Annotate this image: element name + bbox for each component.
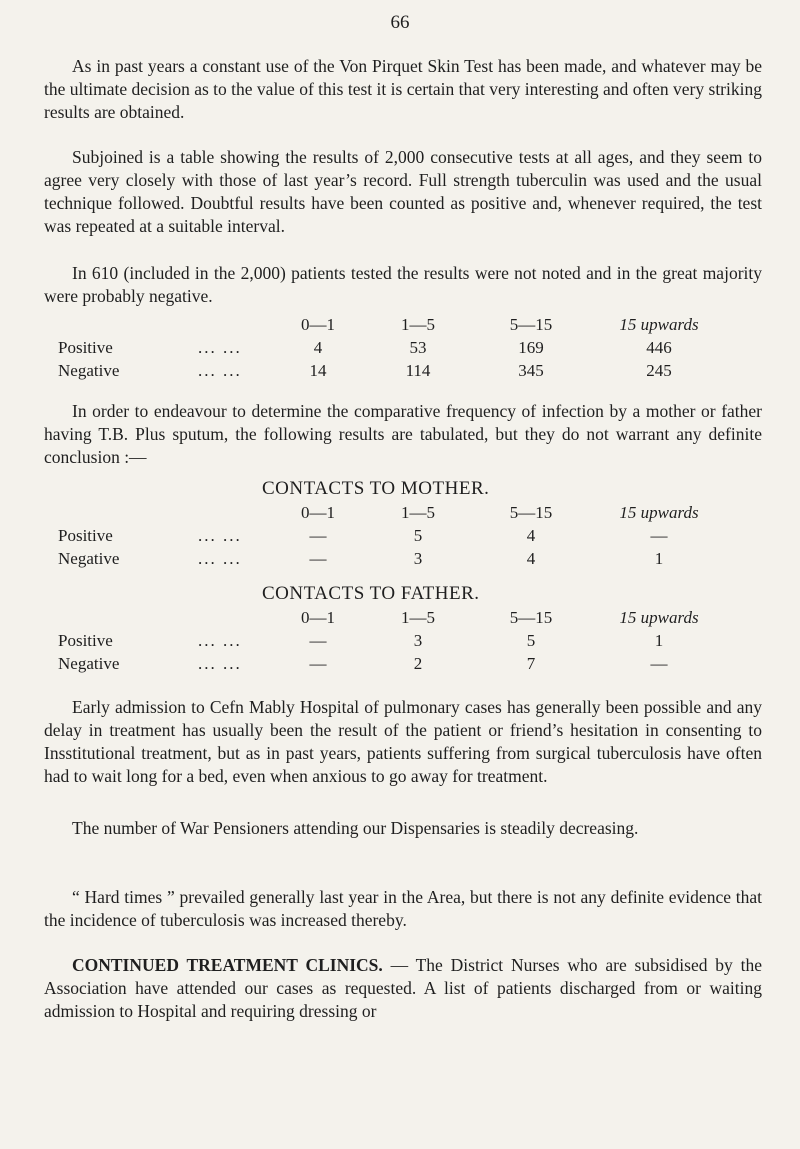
table-cell: 345 bbox=[518, 361, 544, 380]
paragraph-table-intro: Subjoined is a table showing the results of 2,000 consecutive tests at all ages, and they seem to agree very closely with those of last year’s record. Full strength tuberculin was used and the usual technique followed. Doubtful results have been counted as positive and, whenever required, the test was repeated at a suitable interval. bbox=[44, 147, 762, 236]
contacts-mother-table bbox=[58, 503, 758, 573]
header-age-1-5: 1—5 bbox=[401, 315, 435, 334]
paragraph-pirquet-test: As in past years a constant use of the Von Pirquet Skin Test has been made, and whatever may be the ultimate decision as to the value of this test it is certain that very interesting and often very striking results are obtained. bbox=[44, 56, 762, 122]
leader-dots: ... ... bbox=[198, 654, 242, 673]
table-cell: 2 bbox=[413, 654, 423, 673]
continued-treatment-body: — The District Nurses who are subsidised by the Association have attended our cases as requested. A list of patients discharged from or waiting admission to Hospital and requiring dressing or bbox=[44, 955, 762, 1021]
table-cell: 446 bbox=[646, 338, 672, 357]
table-cell: 5 bbox=[413, 526, 423, 545]
table-cell: — bbox=[650, 526, 668, 545]
row-label-positive: Positive bbox=[58, 338, 113, 357]
header-age-1-5: 1—5 bbox=[401, 608, 435, 627]
row-label-positive: Positive bbox=[58, 526, 113, 545]
leader-dots: ... ... bbox=[198, 361, 242, 380]
header-age-15-up: 15 upwards bbox=[619, 503, 699, 522]
header-age-0-1: 0—1 bbox=[301, 608, 335, 627]
paragraph-war-pensioners: The number of War Pensioners attending our Dispensaries is steadily decreasing. bbox=[72, 818, 639, 838]
row-label-negative: Negative bbox=[58, 549, 120, 568]
table-cell: — bbox=[309, 549, 327, 568]
table-title-mother: CONTACTS TO MOTHER. bbox=[262, 478, 490, 499]
table-cell: 5 bbox=[526, 631, 536, 650]
header-age-5-15: 5—15 bbox=[509, 608, 553, 627]
table-cell: 1 bbox=[654, 631, 664, 650]
page-number: 66 bbox=[390, 12, 410, 33]
continued-treatment-heading: CONTINUED TREATMENT CLINICS. bbox=[72, 955, 383, 975]
table-cell: — bbox=[309, 526, 327, 545]
paragraph-hard-times: “ Hard times ” prevailed generally last year in the Area, but there is not any definite evidence that the incidence of tuberculosis was increased thereby. bbox=[44, 887, 762, 930]
header-age-5-15: 5—15 bbox=[509, 315, 553, 334]
table-row bbox=[58, 654, 758, 676]
paragraph-not-noted: In 610 (included in the 2,000) patients tested the results were not noted and in the great majority were probably negative. bbox=[44, 263, 762, 306]
header-age-15-up: 15 upwards bbox=[619, 608, 699, 627]
leader-dots: ... ... bbox=[198, 549, 242, 568]
table-row bbox=[58, 338, 758, 360]
header-age-0-1: 0—1 bbox=[301, 315, 335, 334]
table-row bbox=[58, 361, 758, 383]
paragraph-continued-treatment bbox=[44, 954, 762, 1023]
table-cell: 53 bbox=[409, 338, 427, 357]
table-cell: 114 bbox=[405, 361, 431, 380]
paragraph-early-admission: Early admission to Cefn Mably Hospital of pulmonary cases has generally been possible and any delay in treatment has usually been the result of the patient or friend’s hesitation in consenting to Insstitutional treatment, but as in past years, patients suffering from surgical tuberculosis have often had to wait long for a bed, even when anxious to go away for treatment. bbox=[44, 697, 762, 786]
contacts-father-table bbox=[58, 608, 758, 678]
table-cell: 4 bbox=[313, 338, 323, 357]
table-cell: 4 bbox=[526, 526, 536, 545]
results-table bbox=[58, 315, 758, 385]
table-cell: 3 bbox=[413, 549, 423, 568]
table-row bbox=[58, 549, 758, 571]
leader-dots: ... ... bbox=[198, 338, 242, 357]
table-cell: — bbox=[309, 631, 327, 650]
table-cell: — bbox=[309, 654, 327, 673]
table-row bbox=[58, 526, 758, 548]
table-cell: 1 bbox=[654, 549, 664, 568]
table-cell: 3 bbox=[413, 631, 423, 650]
table-cell: 4 bbox=[526, 549, 536, 568]
table-cell: 7 bbox=[526, 654, 536, 673]
table-title-father: CONTACTS TO FATHER. bbox=[262, 583, 480, 604]
leader-dots: ... ... bbox=[198, 631, 242, 650]
row-label-negative: Negative bbox=[58, 361, 120, 380]
leader-dots: ... ... bbox=[198, 526, 242, 545]
table-cell: 245 bbox=[646, 361, 672, 380]
table-cell: 14 bbox=[309, 361, 327, 380]
header-age-0-1: 0—1 bbox=[301, 503, 335, 522]
header-age-1-5: 1—5 bbox=[401, 503, 435, 522]
paragraph-contacts-intro: In order to endeavour to determine the comparative frequency of infection by a mother or father having T.B. Plus sputum, the following results are tabulated, but they do not warrant any definite conclusion :— bbox=[44, 401, 762, 467]
header-age-5-15: 5—15 bbox=[509, 503, 553, 522]
table-cell: — bbox=[650, 654, 668, 673]
row-label-positive: Positive bbox=[58, 631, 113, 650]
table-cell: 169 bbox=[518, 338, 544, 357]
row-label-negative: Negative bbox=[58, 654, 120, 673]
header-age-15-up: 15 upwards bbox=[619, 315, 699, 334]
table-row bbox=[58, 631, 758, 653]
